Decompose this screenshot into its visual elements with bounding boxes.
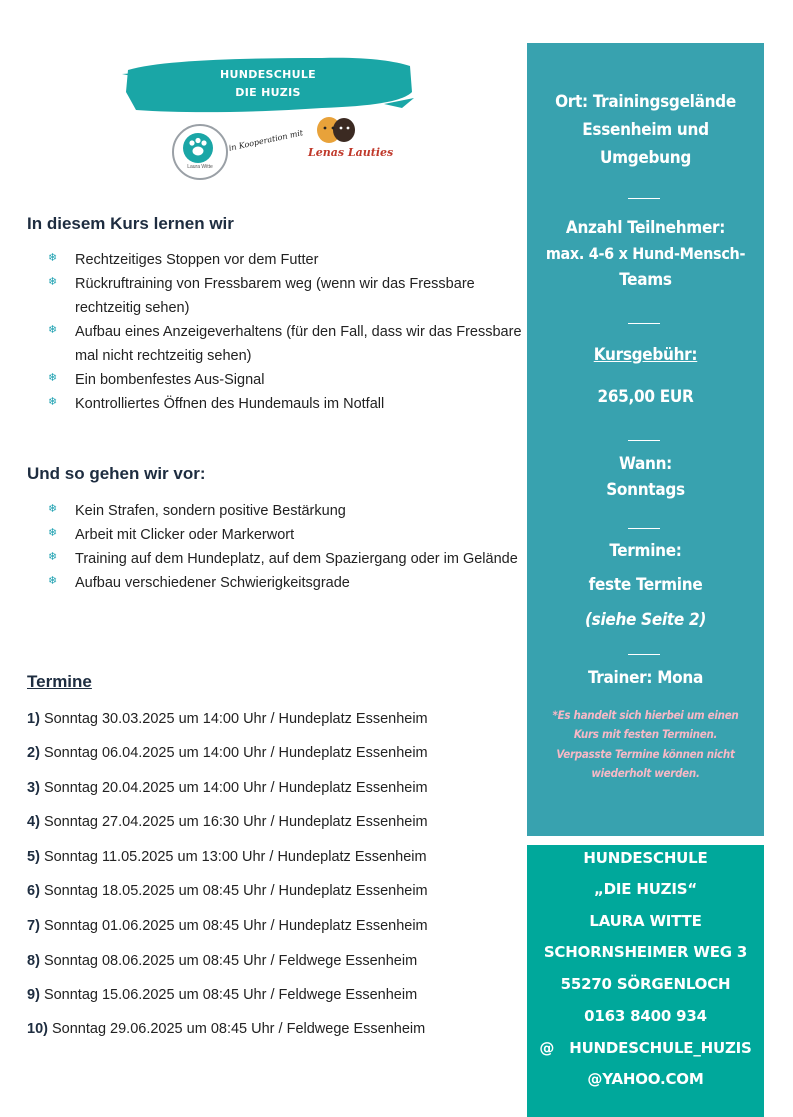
logo-title-line2: DIE HUZIS: [235, 86, 301, 99]
termin-row: 4) Sonntag 27.04.2025 um 16:30 Uhr / Hundeplatz Essenheim: [27, 814, 428, 830]
hundeschule-badge: [172, 124, 228, 180]
approach-list: [48, 499, 528, 595]
contact-email-line1: @ HUNDESCHULE_HUZIS: [539, 1039, 752, 1057]
paw-bullet-icon: ❄: [48, 372, 58, 384]
termin-row: 1) Sonntag 30.03.2025 um 14:00 Uhr / Hundeplatz Essenheim: [27, 711, 428, 727]
separator: [628, 323, 660, 324]
list-item: ❄ Training auf dem Hundeplatz, auf dem Spaziergang oder im Gelände: [48, 547, 528, 571]
termin-row: 10) Sonntag 29.06.2025 um 08:45 Uhr / Feldwege Essenheim: [27, 1021, 426, 1037]
teilnehmer-line3: Teams: [619, 270, 672, 290]
badge-text: Laura Witte: [187, 164, 213, 170]
contact-email-line2: @YAHOO.COM: [587, 1070, 704, 1088]
contact-box: [527, 845, 764, 1117]
logo: [122, 52, 418, 182]
note-line4: wiederholt werden.: [591, 766, 700, 780]
brush-stroke-shape: [122, 52, 414, 118]
contact-line3: LAURA WITTE: [589, 912, 702, 930]
note-line1: *Es handelt sich hierbei um einen: [552, 708, 739, 722]
paw-icon: [183, 133, 213, 163]
teilnehmer-line2: max. 4-6 x Hund-Mensch-: [545, 244, 746, 263]
termin-row: 7) Sonntag 01.06.2025 um 08:45 Uhr / Hundeplatz Essenheim: [27, 918, 428, 934]
list-item: ❄ Aufbau verschiedener Schwierigkeitsgrade: [48, 571, 528, 595]
termin-row: 6) Sonntag 18.05.2025 um 08:45 Uhr / Hundeplatz Essenheim: [27, 883, 428, 899]
paw-bullet-icon: ❄: [48, 551, 58, 563]
termin-row: 9) Sonntag 15.06.2025 um 08:45 Uhr / Feldwege Essenheim: [27, 987, 418, 1003]
termine-value: feste Termine: [588, 575, 703, 595]
paw-bullet-icon: ❄: [48, 252, 58, 264]
list-item: ❄ Rückruftraining von Fressbarem weg (wenn wir das Fressbare rechtzeitig sehen): [48, 272, 528, 320]
termin-row: 8) Sonntag 08.06.2025 um 08:45 Uhr / Feldwege Essenheim: [27, 953, 418, 969]
list-item: ❄ Kein Strafen, sondern positive Bestärkung: [48, 499, 528, 523]
list-item: ❄ Arbeit mit Clicker oder Markerwort: [48, 523, 528, 547]
contact-line2: „DIE HUZIS“: [593, 880, 697, 898]
termin-row: 2) Sonntag 06.04.2025 um 14:00 Uhr / Hundeplatz Essenheim: [27, 745, 428, 761]
gebuehr-value: 265,00 EUR: [597, 387, 694, 407]
gebuehr-label: Kursgebühr:: [593, 345, 698, 365]
paw-bullet-icon: ❄: [48, 396, 58, 408]
contact-address: SCHORNSHEIMER WEG 3: [543, 943, 748, 961]
termine-label: Termine:: [609, 541, 682, 561]
paw-bullet-icon: ❄: [48, 276, 58, 288]
cooperation-text: in Kooperation mit: [227, 128, 304, 153]
termin-row: 5) Sonntag 11.05.2025 um 13:00 Uhr / Hundeplatz Essenheim: [27, 849, 427, 865]
ort-line3: Umgebung: [600, 148, 691, 168]
partner-logo-text: Lenas Lauties: [308, 146, 394, 159]
ort-line2: Essenheim und: [582, 120, 709, 140]
separator: [628, 654, 660, 655]
logo-title-line1: HUNDESCHULE: [220, 68, 316, 81]
ort-line1: Ort: Trainingsgelände: [555, 92, 736, 112]
separator: [628, 198, 660, 199]
contact-line1: HUNDESCHULE: [583, 849, 708, 867]
note-line3: Verpasste Termine können nicht: [556, 747, 735, 761]
paw-bullet-icon: ❄: [48, 527, 58, 539]
course-info-sidebar: [527, 43, 764, 836]
list-item: ❄ Aufbau eines Anzeigeverhaltens (für den Fall, dass wir das Fressbare mal nicht rechtzeitig sehen): [48, 320, 528, 368]
learn-heading: In diesem Kurs lernen wir: [27, 214, 234, 233]
wann-label: Wann:: [619, 454, 672, 474]
paw-bullet-icon: ❄: [48, 324, 58, 336]
approach-heading: Und so gehen wir vor:: [27, 464, 206, 483]
learn-list: [48, 248, 528, 416]
separator: [628, 528, 660, 529]
list-item: ❄ Rechtzeitiges Stoppen vor dem Futter: [48, 248, 528, 272]
list-item: ❄ Ein bombenfestes Aus-Signal: [48, 368, 528, 392]
teilnehmer-line1: Anzahl Teilnehmer:: [565, 218, 726, 238]
trainer: Trainer: Mona: [588, 668, 703, 688]
paw-bullet-icon: ❄: [48, 503, 58, 515]
separator: [628, 440, 660, 441]
contact-phone: 0163 8400 934: [584, 1007, 707, 1025]
paw-bullet-icon: ❄: [48, 575, 58, 587]
termin-row: 3) Sonntag 20.04.2025 um 14:00 Uhr / Hundeplatz Essenheim: [27, 780, 428, 796]
contact-city: 55270 SÖRGENLOCH: [560, 975, 731, 993]
list-item: ❄ Kontrolliertes Öffnen des Hundemauls im Notfall: [48, 392, 528, 416]
dogs-illustration-icon: [314, 110, 358, 146]
termine-note: (siehe Seite 2): [584, 610, 707, 630]
wann-value: Sonntags: [606, 480, 685, 500]
note-line2: Kurs mit festen Terminen.: [573, 727, 718, 741]
logo-banner: [122, 52, 414, 118]
termine-heading: Termine: [27, 672, 92, 691]
